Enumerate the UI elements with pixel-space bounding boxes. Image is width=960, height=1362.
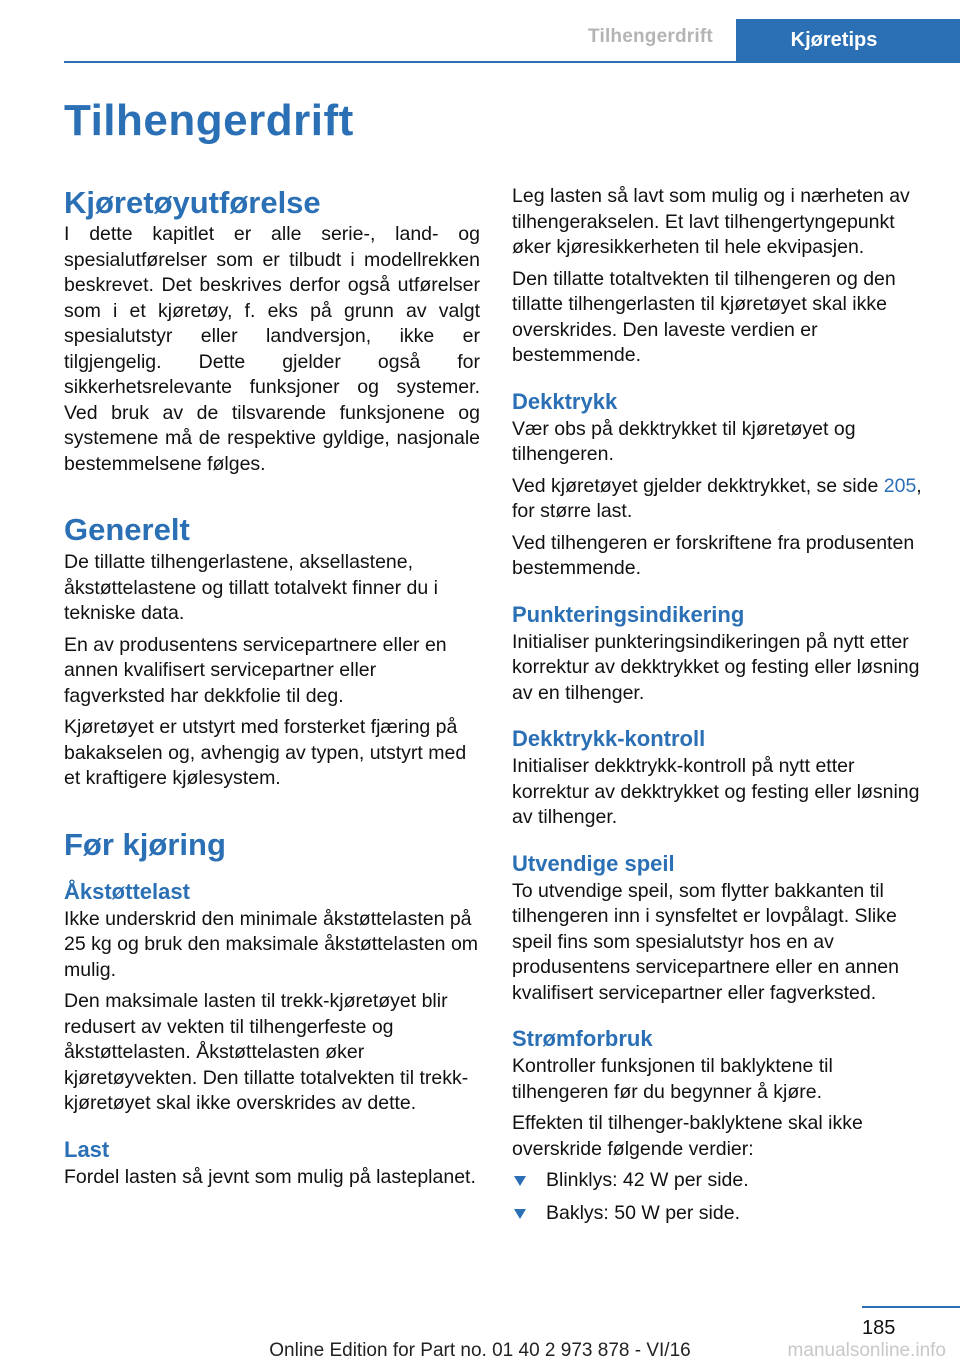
text: Ved kjøretøyet gjelder dekktrykket, se side — [512, 474, 884, 497]
paragraph: Vær obs på dekktrykket til kjøretøyet og tilhengeren. — [512, 417, 856, 465]
left-column — [64, 184, 480, 1196]
paragraph: Initialiser punkteringsindikeringen på nytt etter korrektur av dekktrykket og festing eller løsning av en tilhenger. — [512, 630, 920, 704]
heading-dekktrykk: Dekktrykk — [512, 388, 618, 414]
paragraph: Effekten til tilhenger-baklyktene skal ikke overskride følgende verdier: — [512, 1112, 863, 1160]
watermark: manualsonline.info — [787, 1340, 946, 1361]
header-chapter-tab: Kjøretips — [736, 19, 960, 61]
triangle-bullet-icon — [514, 1209, 526, 1219]
paragraph — [512, 474, 928, 525]
paragraph: Initialiser dekktrykk-kontroll på nytt etter korrektur av dekktrykket og festing eller løsning av tilhenger. — [512, 755, 920, 828]
header-section-label: Tilhengerdrift — [588, 26, 713, 47]
heading-akstottelast: Åkstøttelast — [64, 878, 190, 904]
heading-dekktrykk-kontroll: Dekktrykk-kontroll — [512, 726, 706, 751]
paragraph: I dette kapitlet er alle serie-, land- og spesialutførelser som er tilbudt i modellrekken beskrevet. Det beskrives derfor også utførelser som i et kjøretøy, f. eks på grunn av valgt spesialutstyr eller landversjon, ikke er tilgjengelig. Dette gjelder også for sikkerhetsrelevante funksjoner og systemer. Ved bruk av de tilsvarende funksjonene og systemene må de respektive gyldige, nasjonale bestemmelsene følges. — [64, 223, 480, 475]
page-number: 185 — [862, 1317, 896, 1339]
page-title: Tilhengerdrift — [64, 96, 354, 145]
heading-for-kjoring: Før kjøring — [64, 826, 226, 862]
page-reference-link[interactable]: 205 — [883, 474, 917, 497]
heading-kjoretoyutforelse: Kjøretøyutførelse — [64, 185, 321, 220]
paragraph: Kontroller funksjonen til baklyktene til tilhengeren før du begynner å kjøre. — [512, 1055, 833, 1103]
paragraph: Fordel lasten så jevnt som mulig på lasteplanet. — [64, 1165, 476, 1188]
heading-punkteringsindikering: Punkteringsindikering — [512, 601, 745, 627]
paragraph: Kjøretøyet er utstyrt med forsterket fjæring på bakakselen og, avhengig av typen, utstyrt med et kraftigere kjølesystem. — [64, 716, 467, 789]
paragraph: Ved tilhengeren er forskriftene fra produsenten bestemmende. — [512, 531, 915, 579]
heading-last: Last — [64, 1136, 110, 1162]
paragraph: De tillatte tilhengerlastene, aksellastene, åkstøttelastene og tillatt totalvekt finner du i tekniske data. — [64, 551, 438, 624]
paragraph: Ikke underskrid den minimale åkstøttelasten på 25 kg og bruk den maksimale åkstøttelasten om mulig. — [64, 907, 479, 981]
list-item — [512, 1201, 928, 1227]
footer-edition-text: Online Edition for Part no. 01 40 2 973 878 - VI/16 — [269, 1340, 691, 1361]
header-rule — [64, 61, 960, 63]
page-number-rule — [862, 1306, 960, 1308]
list-item — [512, 1168, 928, 1194]
page-header — [0, 0, 960, 62]
paragraph: To utvendige speil, som flytter bakkanten til tilhengeren inn i synsfeltet er lovpålagt. Slike speil fins som spesialutstyr hos en av produsentens servicepartnere eller en annen kvalifisert servicepartner eller fagverksted. — [512, 879, 900, 1004]
paragraph: Leg lasten så lavt som mulig og i nærheten av tilhengerakselen. Et lavt tilhengertyngepunkt øker kjøresikkerheten til hele ekvipasjen. — [512, 185, 910, 258]
heading-utvendige-speil: Utvendige speil — [512, 850, 675, 876]
heading-stromforbruk: Strømforbruk — [512, 1026, 653, 1051]
text: , for større last. — [512, 474, 922, 522]
paragraph: En av produsentens servicepartnere eller en annen kvalifisert servicepartner eller fagverksted har dekkfolie til deg. — [64, 633, 447, 707]
triangle-bullet-icon — [514, 1176, 526, 1186]
list-item-text: Baklys: 50 W per side. — [546, 1201, 740, 1224]
paragraph: Den maksimale lasten til trekk-kjøretøyet blir redusert av vekten til tilhengerfeste og åkstøttelasten. Åkstøttelasten øker kjøretøyvekten. Den tillatte totalvekten til trekk-kjøretøyet skal ikke overskrides av dette. — [64, 990, 469, 1114]
bullet-list — [512, 1168, 928, 1226]
paragraph: Den tillatte totaltvekten til tilhengeren og den tillatte tilhengerlasten til kjøretøyet skal ikke overskrides. Den laveste verdien er bestemmende. — [512, 267, 896, 366]
right-column — [512, 184, 928, 1233]
list-item-text: Blinklys: 42 W per side. — [546, 1169, 749, 1191]
heading-generelt: Generelt — [64, 512, 190, 547]
